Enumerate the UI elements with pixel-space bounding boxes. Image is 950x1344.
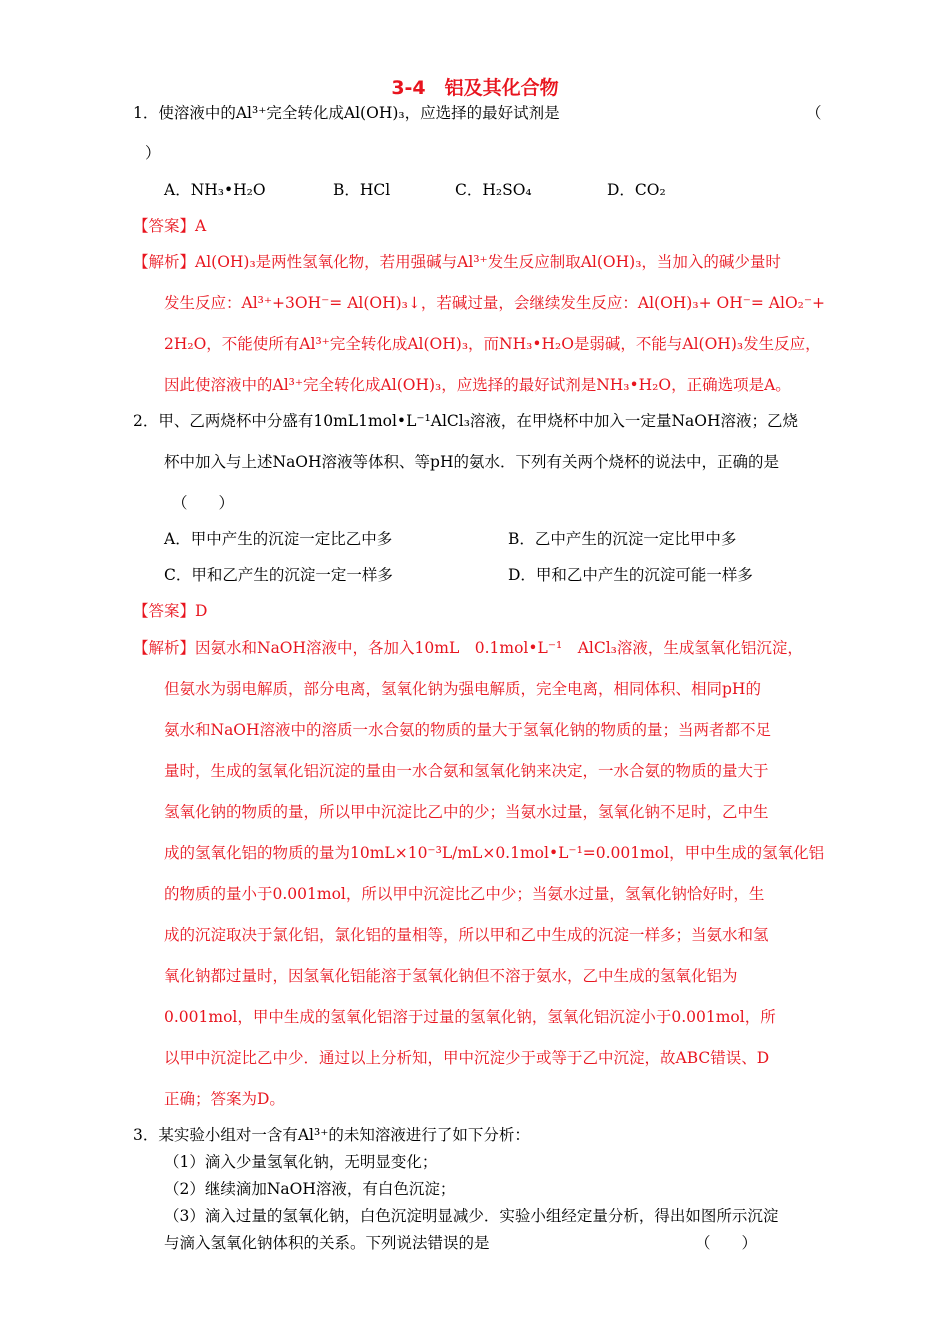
q3-step: （2）继续滴加NaOH溶液，有白色沉淀； [164, 1180, 456, 1198]
q2-analysis-line: 0.001mol，甲中生成的氢氧化铝溶于过量的氢氧化钠，氢氧化铝沉淀小于0.001mol，所 [164, 1008, 776, 1026]
q2-answer: 【答案】D [133, 602, 208, 620]
q2-stem: 2．甲、乙两烧杯中分盛有10mL1mol•L⁻¹AlCl₃溶液，在甲烧杯中加入一定量NaOH溶液；乙烧 [133, 412, 798, 430]
q1-paren-close: ） [145, 144, 161, 162]
q2-analysis-line: 成的沉淀取决于氯化铝，氯化铝的量相等，所以甲和乙中生成的沉淀一样多；当氨水和氢 [164, 926, 769, 944]
q2-option-c: C．甲和乙产生的沉淀一定一样多 [164, 566, 393, 584]
q2-analysis-line: 氨水和NaOH溶液中的溶质一水合氨的物质的量大于氢氧化钠的物质的量；当两者都不足 [164, 721, 772, 739]
q2-analysis-line: 以甲中沉淀比乙中少．通过以上分析知，甲中沉淀少于或等于乙中沉淀，故ABC错误、D [164, 1049, 770, 1067]
q3-step: （1）滴入少量氢氧化钠，无明显变化； [164, 1153, 438, 1171]
q2-option-b: B．乙中产生的沉淀一定比甲中多 [508, 530, 737, 548]
q1-analysis-line: 发生反应：Al³⁺+3OH⁻= Al(OH)₃↓，若碱过量，会继续发生反应：Al(OH)₃+ OH⁻= AlO₂⁻+ [164, 294, 826, 312]
q2-option-d: D．甲和乙中产生的沉淀可能一样多 [508, 566, 753, 584]
q2-analysis-line: 【解析】因氨水和NaOH溶液中，各加入10mL 0.1mol•L⁻¹ AlCl₃溶液，生成氢氧化铝沉淀， [133, 639, 803, 657]
q2-analysis-line: 的物质的量小于0.001mol，所以甲中沉淀比乙中少；当氨水过量，氢氧化钠恰好时，生 [164, 885, 765, 903]
q3-stem: 与滴入氢氧化钠体积的关系。下列说法错误的是 [164, 1234, 490, 1252]
q1-analysis-line: 2H₂O，不能使所有Al³⁺完全转化成Al(OH)₃，而NH₃•H₂O是弱碱，不能与Al(OH)₃发生反应， [164, 335, 821, 353]
q1-option-d: D．CO₂ [607, 181, 666, 199]
q2-analysis-line: 正确；答案为D。 [164, 1090, 285, 1108]
q2-analysis-line: 量时，生成的氢氧化铝沉淀的量由一水合氨和氢氧化钠来决定，一水合氨的物质的量大于 [164, 762, 769, 780]
q2-stem: 杯中加入与上述NaOH溶液等体积、等pH的氨水．下列有关两个烧杯的说法中，正确的是 [164, 453, 779, 471]
page-title: 3-4 铝及其化合物 [391, 77, 559, 99]
q3-stem: 3．某实验小组对一含有Al³⁺的未知溶液进行了如下分析： [133, 1126, 530, 1144]
q1-analysis-line: 因此使溶液中的Al³⁺完全转化成Al(OH)₃，应选择的最好试剂是NH₃•H₂O，正确选项是A。 [164, 376, 791, 394]
q2-analysis-line: 氧化钠都过量时，因氢氧化铝能溶于氢氧化钠但不溶于氨水，乙中生成的氢氧化铝为 [164, 967, 738, 985]
q1-answer: 【答案】A [133, 217, 207, 235]
q2-analysis-line: 成的氢氧化铝的物质的量为10mL×10⁻³L/mL×0.1mol•L⁻¹=0.001mol，甲中生成的氢氧化铝 [164, 844, 825, 862]
q3-paren: （ ） [695, 1234, 758, 1252]
q1-paren-open: （ [806, 104, 822, 122]
q2-paren: （ ） [172, 494, 235, 512]
q2-analysis-line: 但氨水为弱电解质，部分电离，氢氧化钠为强电解质，完全电离，相同体积、相同pH的 [164, 680, 761, 698]
q1-option-a: A．NH₃•H₂O [164, 181, 266, 199]
q1-stem: 1．使溶液中的Al³⁺完全转化成Al(OH)₃，应选择的最好试剂是 [133, 104, 560, 122]
q2-option-a: A．甲中产生的沉淀一定比乙中多 [164, 530, 393, 548]
q3-step: （3）滴入过量的氢氧化钠，白色沉淀明显减少．实验小组经定量分析，得出如图所示沉淀 [164, 1207, 779, 1225]
q2-analysis-line: 氢氧化钠的物质的量，所以甲中沉淀比乙中的少；当氨水过量，氢氧化钠不足时，乙中生 [164, 803, 769, 821]
q1-option-c: C．H₂SO₄ [455, 181, 532, 199]
q1-option-b: B．HCl [333, 181, 391, 199]
q1-analysis-line: 【解析】Al(OH)₃是两性氢氧化物，若用强碱与Al³⁺发生反应制取Al(OH)₃，当加入的碱少量时 [133, 253, 781, 271]
